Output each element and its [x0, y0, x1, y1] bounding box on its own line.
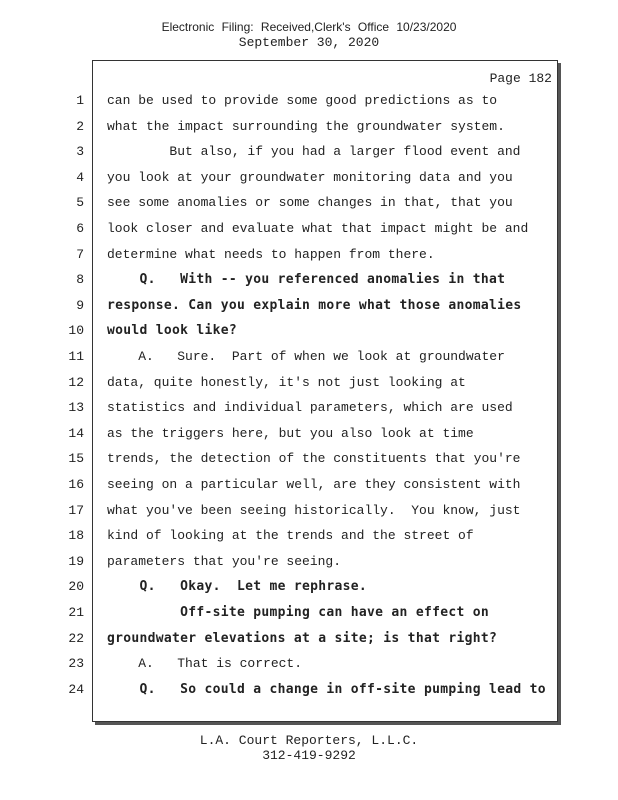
line-text: data, quite honestly, it's not just looking at [107, 374, 466, 390]
reporter-phone: 312-419-9292 [262, 748, 356, 763]
transcript-line [0, 477, 618, 497]
line-number: 7 [76, 246, 84, 262]
line-text: kind of looking at the trends and the street of [107, 528, 474, 544]
transcript-line [0, 247, 618, 267]
line-number: 6 [76, 221, 84, 236]
transcript-line [0, 375, 618, 395]
line-text: can be used to provide some good predictions as to [107, 93, 498, 108]
line-number: 12 [68, 374, 84, 390]
line-text: Q. So could a change in off-site pumping lead to [107, 681, 546, 697]
line-text: seeing on a particular well, are they consistent with [107, 477, 521, 492]
line-text: would look like? [107, 323, 238, 339]
transcript-line [0, 93, 618, 113]
line-number: 15 [68, 451, 84, 467]
line-number: 16 [68, 477, 84, 492]
deposition-date: September 30, 2020 [238, 35, 380, 50]
line-number: 20 [68, 579, 84, 595]
transcript-line [0, 119, 618, 139]
line-text: what the impact surrounding the groundwater system. [107, 118, 505, 134]
line-text: statistics and individual parameters, which are used [107, 400, 513, 416]
line-number: 5 [76, 195, 84, 211]
transcript-line [0, 195, 618, 215]
line-text: Q. Okay. Let me rephrase. [107, 579, 368, 595]
transcript-line [0, 631, 618, 651]
transcript-line [0, 170, 618, 190]
line-text: Q. With -- you referenced anomalies in that [107, 272, 506, 288]
line-number: 21 [68, 605, 84, 620]
line-number: 1 [76, 93, 84, 108]
line-number: 24 [68, 681, 84, 697]
line-number: 3 [76, 144, 84, 160]
transcript-line [0, 656, 618, 676]
line-text: groundwater elevations at a site; is that right? [107, 630, 498, 646]
line-number: 2 [76, 118, 84, 134]
line-number: 23 [68, 656, 84, 672]
line-text: Off-site pumping can have an effect on [107, 605, 489, 620]
transcript-line [0, 682, 618, 702]
transcript-line [0, 144, 618, 164]
line-number: 10 [68, 323, 84, 339]
line-text: parameters that you're seeing. [107, 553, 342, 569]
line-text: determine what needs to happen from there. [107, 246, 435, 262]
transcript-line [0, 579, 618, 599]
line-text: A. Sure. Part of when we look at groundwater [107, 349, 505, 364]
transcript-line [0, 323, 618, 343]
line-number: 9 [76, 297, 84, 313]
line-number: 17 [68, 502, 84, 518]
transcript-line [0, 528, 618, 548]
transcript-line [0, 298, 618, 318]
line-number: 18 [68, 528, 84, 544]
line-text: what you've been seeing historically. You know, just [107, 502, 521, 518]
line-text: trends, the detection of the constituents that you're [107, 451, 521, 467]
line-number: 13 [68, 400, 84, 416]
line-text: as the triggers here, but you also look at time [107, 425, 474, 441]
line-number: 8 [76, 272, 84, 288]
reporter-company: L.A. Court Reporters, L.L.C. [199, 733, 419, 748]
page-number: Page 182 [489, 71, 552, 86]
line-text: see some anomalies or some changes in that, that you [107, 195, 513, 211]
transcript-line [0, 349, 618, 369]
line-text: look closer and evaluate what that impact might be and [107, 221, 529, 236]
filing-stamp: Electronic Filing: Received,Clerk's Office 10/23/2020 [161, 20, 457, 34]
line-number: 22 [68, 630, 84, 646]
transcript-line [0, 605, 618, 625]
line-number: 4 [76, 169, 84, 185]
line-number: 11 [68, 349, 84, 364]
line-text: you look at your groundwater monitoring data and you [107, 169, 513, 185]
line-text: response. Can you explain more what those anomalies [107, 297, 522, 313]
transcript-line [0, 221, 618, 241]
line-number: 14 [68, 425, 84, 441]
transcript-line [0, 400, 618, 420]
line-text: A. That is correct. [107, 656, 303, 672]
transcript-line [0, 451, 618, 471]
line-number: 19 [68, 553, 84, 569]
transcript-line [0, 426, 618, 446]
transcript-line [0, 272, 618, 292]
line-text: But also, if you had a larger flood event and [107, 144, 521, 160]
footer [0, 733, 618, 763]
transcript-line [0, 503, 618, 523]
transcript-line [0, 554, 618, 574]
